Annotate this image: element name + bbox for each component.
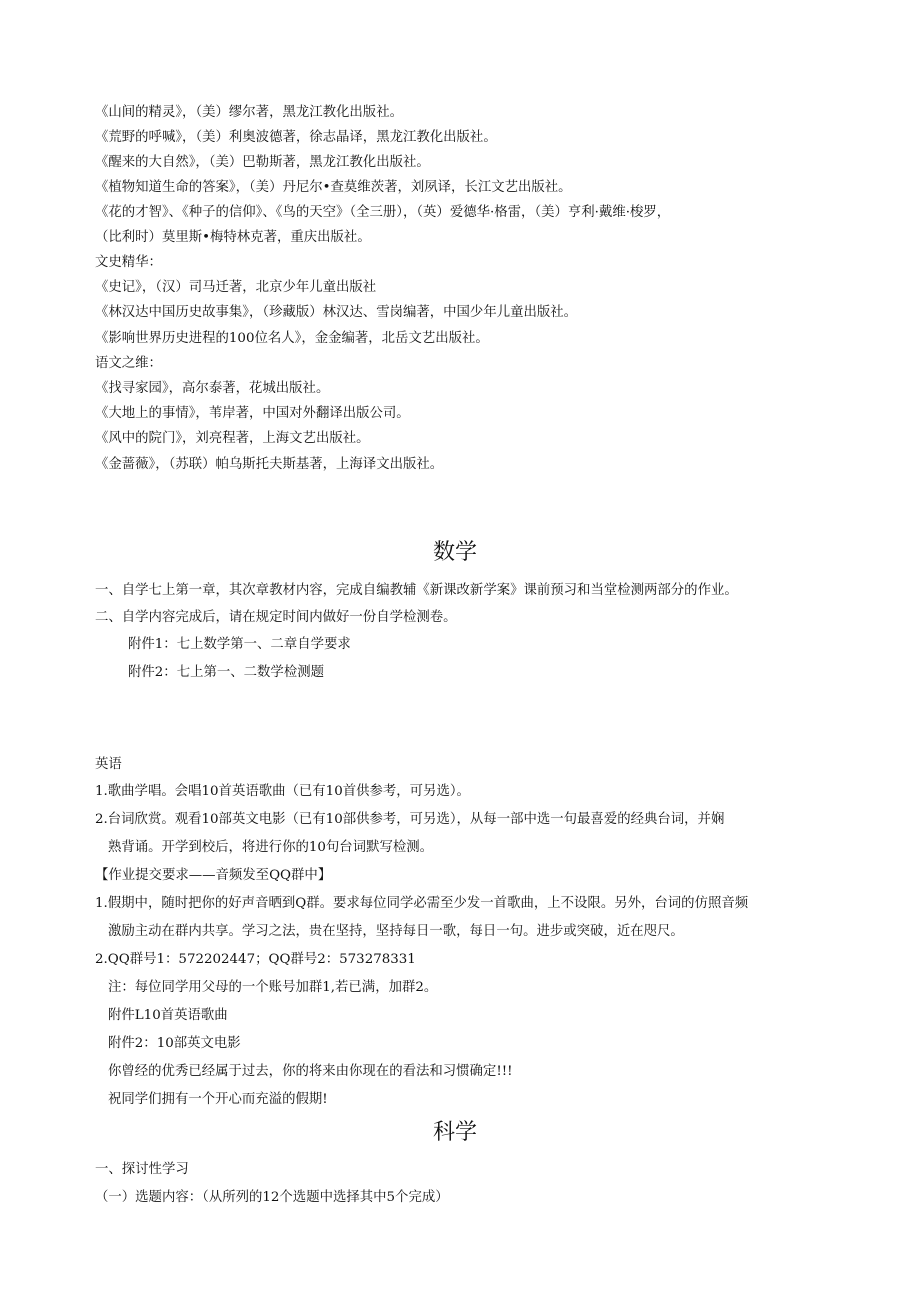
book-entry: 《林汉达中国历史故事集》，（珍藏版）林汉达、雪岗编著，中国少年儿童出版社。 [95,305,578,320]
math-attachment: 附件1：七上数学第一、二章自学要求 [128,637,351,652]
book-entry: 《花的才智》、《种子的信仰》、《鸟的天空》（全三册），（英）爱德华·格雷，（美）亨利·戴维·梭罗， [95,205,671,220]
book-entry: 《金蔷薇》，（苏联）帕乌斯托夫斯基著，上海译文出版社。 [95,457,444,472]
english-item: 激励主动在群内共享。学习之法，贵在坚持，坚持每日一歌，每日一句。进步或突破，近在咫尺。 [108,924,684,939]
english-submit-heading: 【作业提交要求——音频发至QQ群中】 [95,868,332,883]
book-entry: 《找寻家园》，高尔泰著，花城出版社。 [95,381,330,396]
english-attachment: 附件L10首英语歌曲 [108,1008,228,1023]
english-item: 2.台词欣赏。观看10部英文电影（已有10部供参考，可另选），从每一部中选一句最喜爱的经典台词，并娴 [95,812,725,827]
book-entry: 《大地上的事情》，苇岸著，中国对外翻译出版公司。 [95,406,410,421]
english-title: 英语 [95,757,122,772]
english-attachment: 附件2：10部英文电影 [108,1036,241,1051]
science-item: 一、探讨性学习 [95,1162,189,1177]
book-entry: 《植物知道生命的答案》，（美）丹尼尔•查莫维茨著，刘夙译，长江文艺出版社。 [95,180,572,195]
book-entry: 《荒野的呼喊》，（美）利奥波德著，徐志晶译，黑龙江教化出版社。 [95,130,497,145]
english-item: 1.假期中，随时把你的好声音晒到Q群。要求每位同学必需至少发一首歌曲，上不设限。另外，台词的仿照音频 [95,896,749,911]
book-entry: 《醒来的大自然》，（美）巴勒斯著，黑龙江教化出版社。 [95,155,430,170]
english-item: 1.歌曲学唱。会唱10首英语歌曲（已有10首供参考，可另选）。 [95,784,470,799]
book-entry: 《山间的精灵》，（美）缪尔著，黑龙江教化出版社。 [95,105,403,120]
math-item: 一、自学七上第一章，其次章教材内容，完成自编教辅《新课改新学案》课前预习和当堂检测两部分的作业。 [95,583,738,598]
english-note: 注：每位同学用父母的一个账号加群1,若已满，加群2。 [108,980,438,995]
science-title: 科学 [432,1120,477,1145]
book-entry: 《影响世界历史进程的100位名人》，金金编著，北岳文艺出版社。 [95,331,489,346]
english-motto: 你曾经的优秀已经属于过去，你的将来由你现在的看法和习惯确定!!! [108,1064,513,1079]
english-wish: 祝同学们拥有一个开心而充溢的假期! [108,1092,328,1107]
math-item: 二、自学内容完成后，请在规定时间内做好一份自学检测卷。 [95,610,457,625]
section-heading: 文史精华： [95,255,162,270]
book-entry: 《史记》，（汉）司马迁著，北京少年儿童出版社 [95,280,377,295]
book-entry: 《风中的院门》，刘亮程著，上海文艺出版社。 [95,431,370,446]
science-item: （一）选题内容：（从所列的12个选题中选择其中5个完成） [95,1190,449,1205]
english-item: 熟背诵。开学到校后，将进行你的10句台词默写检测。 [108,840,434,855]
math-title: 数学 [432,540,477,565]
english-qq-groups: 2.QQ群号1：572202447；QQ群号2：573278331 [95,952,416,967]
math-attachment: 附件2：七上第一、二数学检测题 [128,665,324,680]
book-entry: （比利时）莫里斯•梅特林克著，重庆出版社。 [95,230,371,245]
section-heading: 语文之维： [95,356,162,371]
